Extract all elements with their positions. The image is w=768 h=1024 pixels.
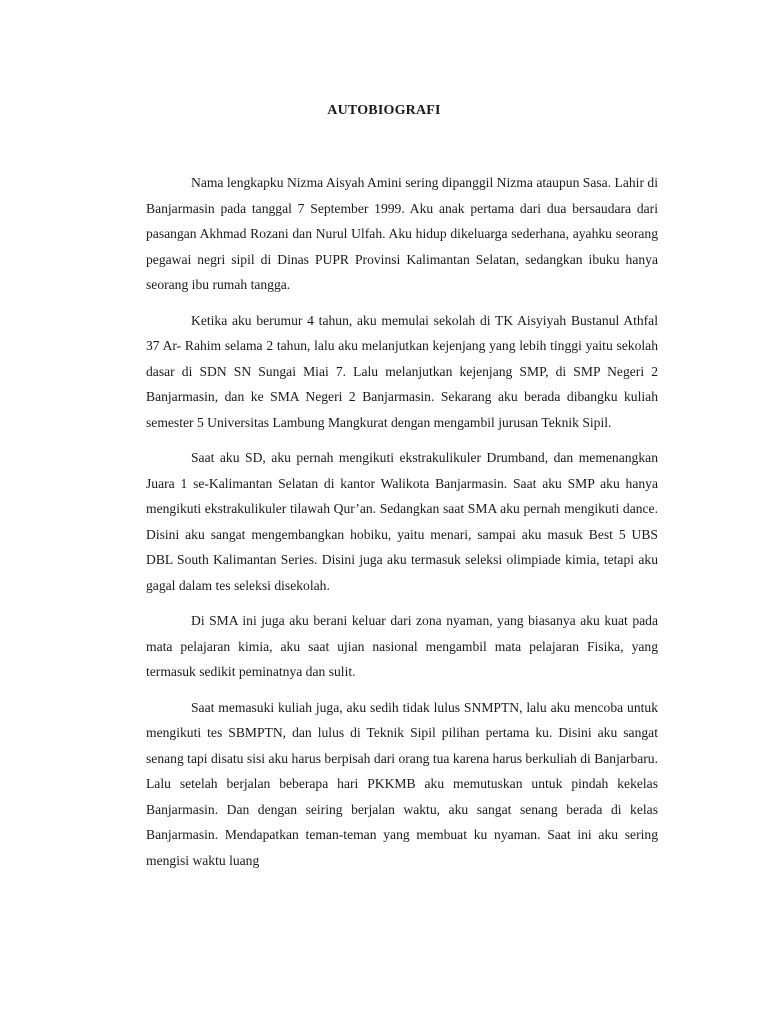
paragraph-4: Di SMA ini juga aku berani keluar dari zona nyaman, yang biasanya aku kuat pada mata pelajaran kimia, aku saat ujian nasional mengambil mata pelajaran Fisika, yang termasuk sedikit peminatnya dan sulit. (146, 613, 658, 679)
paragraph-3: Saat aku SD, aku pernah mengikuti ekstrakulikuler Drumband, dan memenangkan Juara 1 se-Kalimantan Selatan di kantor Walikota Banjarmasin. Saat aku SMP aku hanya mengikuti ekstrakulikuler tilawah Qur’an. Sedangkan saat SMA aku pernah mengikuti dance. Disini aku sangat mengembangkan hobiku, yaitu menari, sampai aku masuk Best 5 UBS DBL South Kalimantan Series. Disini juga aku termasuk seleksi olimpiade kimia, tetapi aku gagal dalam tes seleksi disekolah. (146, 450, 658, 593)
paragraph-2: Ketika aku berumur 4 tahun, aku memulai sekolah di TK Aisyiyah Bustanul Athfal 37 Ar- Rahim selama 2 tahun, lalu aku melanjutkan kejenjang yang lebih tinggi yaitu sekolah dasar di SDN SN Sungai Miai 7. Lalu melanjutkan kejenjang SMP, di SMP Negeri 2 Banjarmasin, dan ke SMA Negeri 2 Banjarmasin. Sekarang aku berada dibangku kuliah semester 5 Universitas Lambung Mangkurat dengan mengambil jurusan Teknik Sipil. (146, 312, 658, 430)
document-body (146, 170, 658, 883)
document-title: AUTOBIOGRAFI (327, 103, 441, 118)
paragraph-5: Saat memasuki kuliah juga, aku sedih tidak lulus SNMPTN, lalu aku mencoba untuk mengikuti tes SBMPTN, dan lulus di Teknik Sipil pilihan pertama ku. Disini aku sangat senang tapi disatu sisi aku harus berpisah dari orang tua karena harus berkuliah di Banjarbaru. Lalu setelah berjalan beberapa hari PKKMB aku memutuskan untuk pindah kekelas Banjarmasin. Dan dengan seiring berjalan waktu, aku sangat senang berada di kelas Banjarmasin. Mendapatkan teman-teman yang membuat ku nyaman. Saat ini aku sering mengisi waktu luang (146, 699, 658, 868)
paragraph-1: Nama lengkapku Nizma Aisyah Amini sering dipanggil Nizma ataupun Sasa. Lahir di Banjarmasin pada tanggal 7 September 1999. Aku anak pertama dari dua bersaudara dari pasangan Akhmad Rozani dan Nurul Ulfah. Aku hidup dikeluarga sederhana, ayahku seorang pegawai negri sipil di Dinas PUPR Provinsi Kalimantan Selatan, sedangkan ibuku hanya seorang ibu rumah tangga. (146, 175, 658, 292)
